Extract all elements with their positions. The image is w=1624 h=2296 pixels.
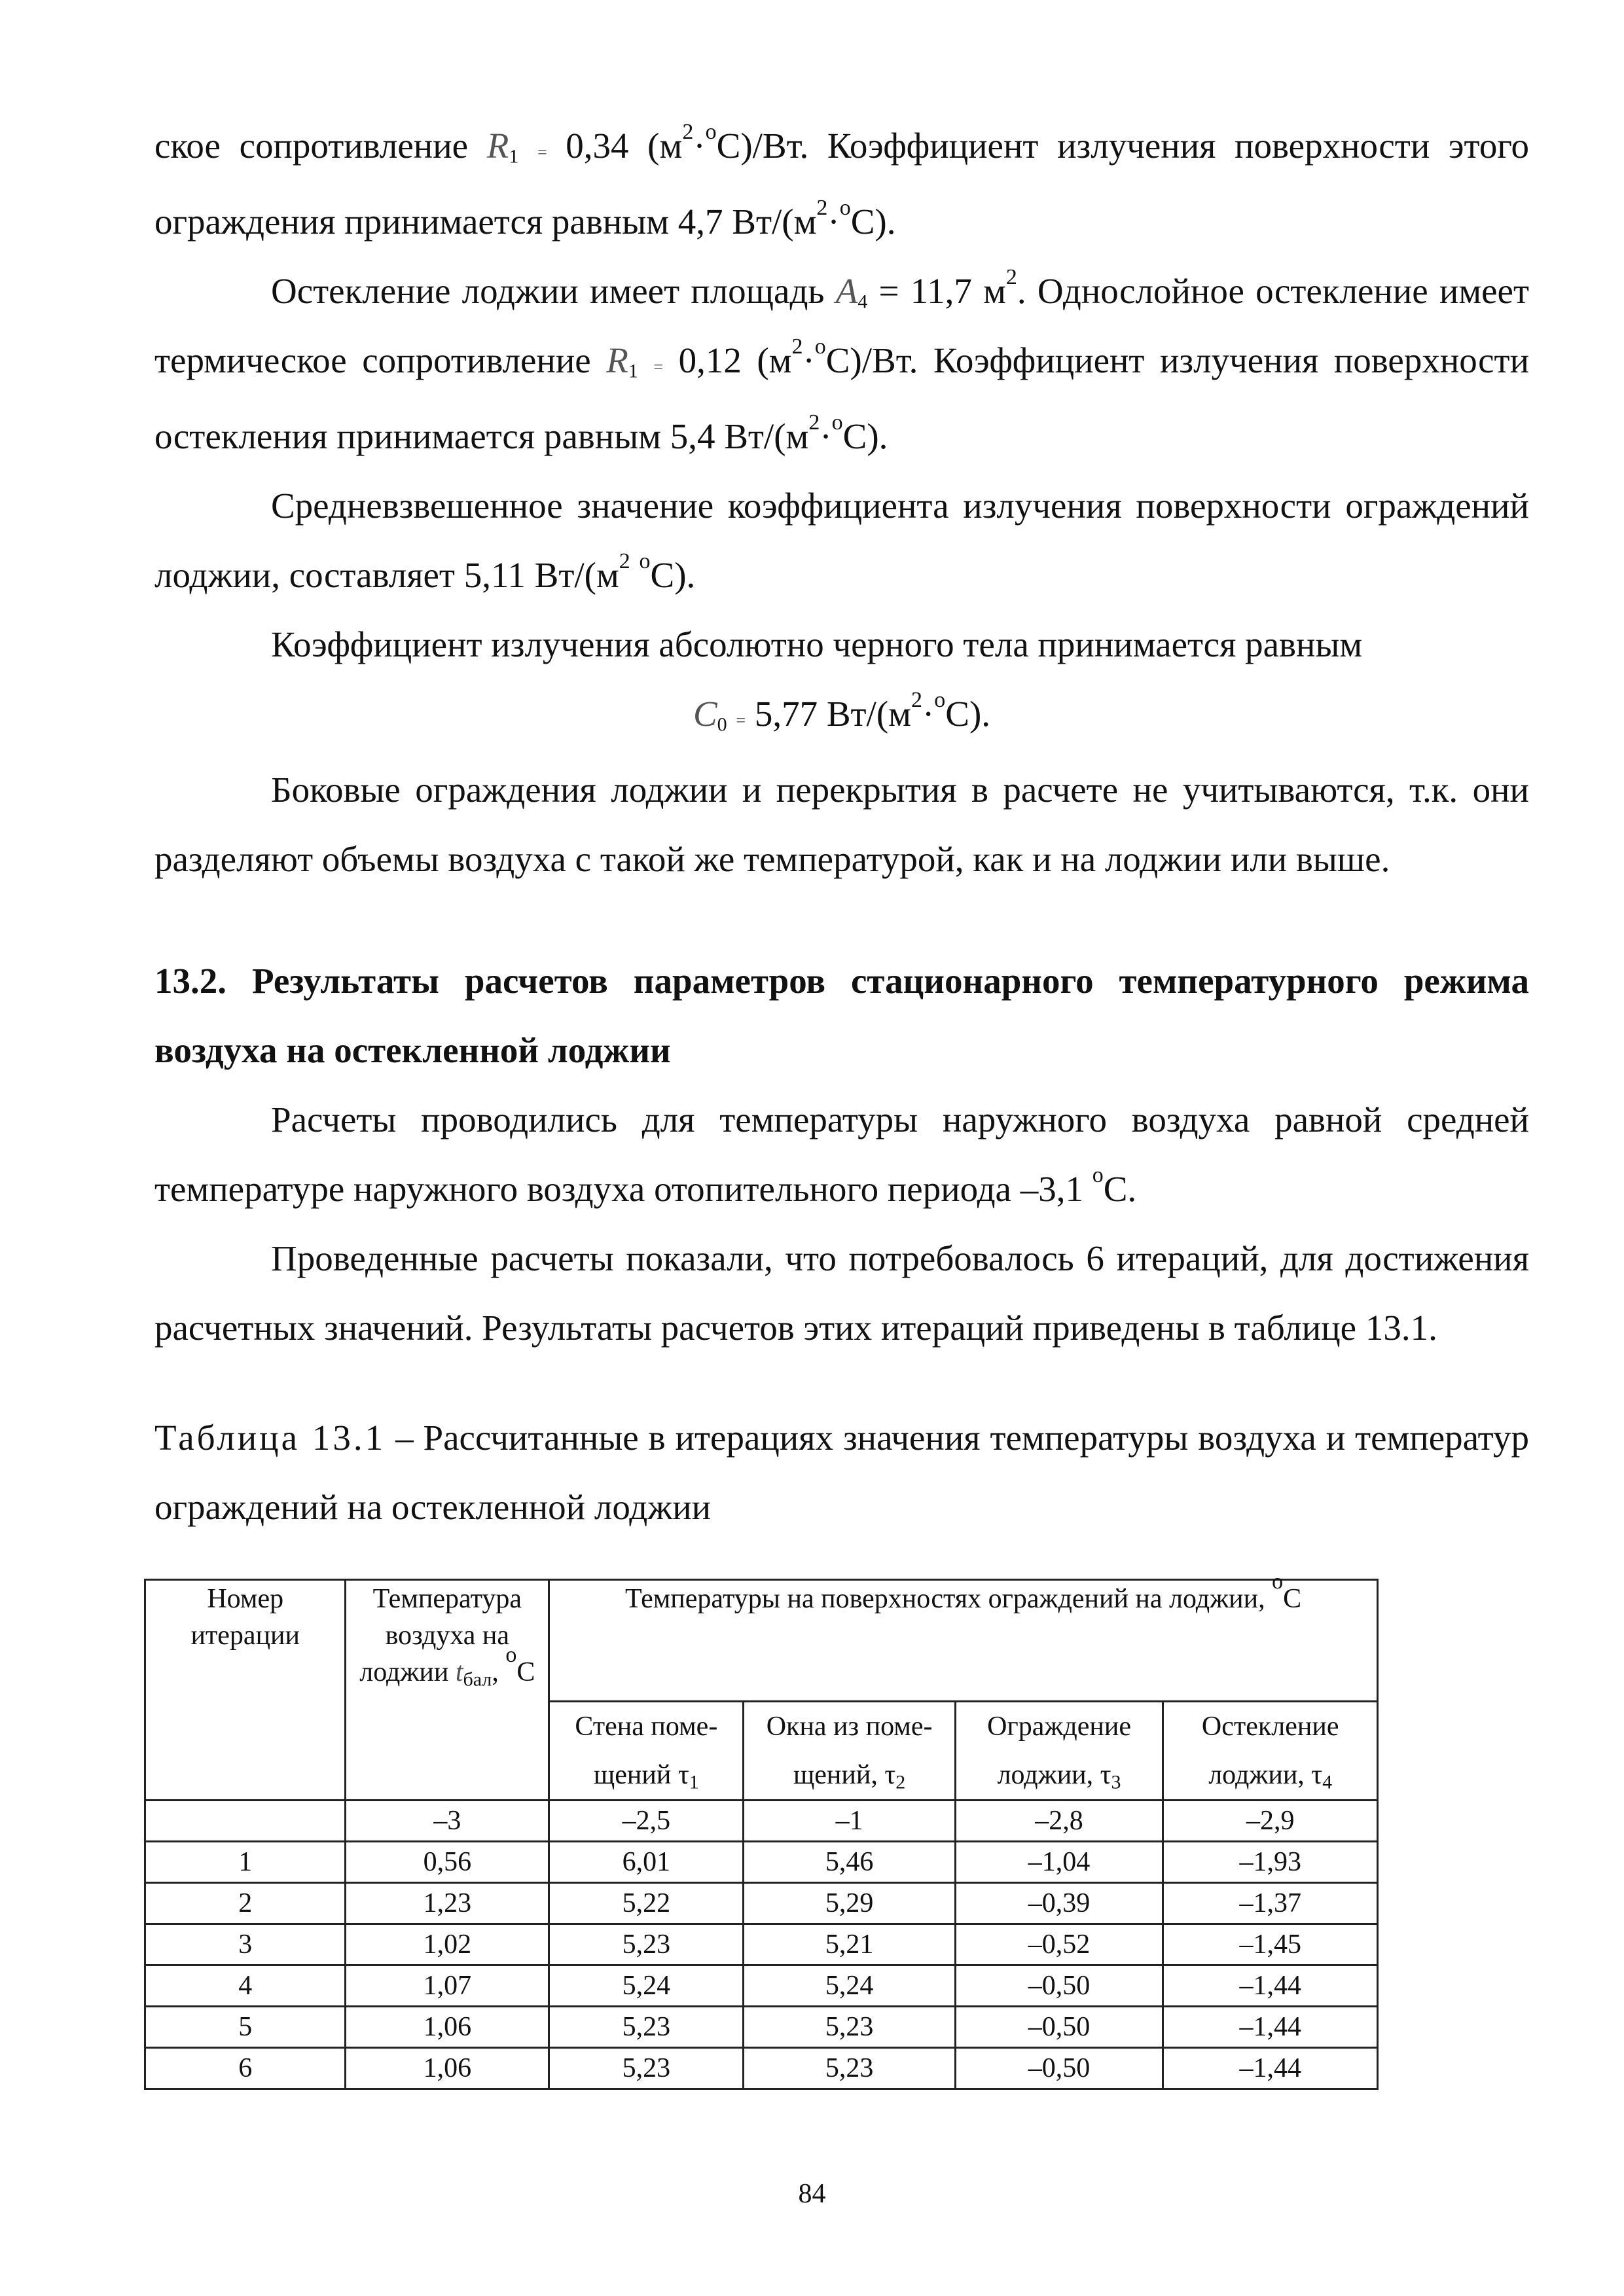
- table-row: [145, 1801, 1378, 1842]
- table-cell: 5,23: [549, 2007, 744, 2048]
- header-windows: Окна из поме- щений, $\tau_2$: [744, 1702, 955, 1801]
- table-row: [145, 1924, 1378, 1965]
- page-body: [154, 111, 1529, 1542]
- table-cell: –0,50: [955, 2007, 1163, 2048]
- table-cell: –1,44: [1163, 2007, 1378, 2048]
- table-cell: –1,37: [1163, 1883, 1378, 1924]
- table-cell: –1,93: [1163, 1842, 1378, 1883]
- section-paragraph-1: Расчеты проводились для температуры наружного воздуха равной средней температуре наружного воздуха отопительного периода –3,1 $^o$С.: [154, 1100, 1529, 1209]
- table-cell: 0,56: [346, 1842, 549, 1883]
- table-cell: 5,23: [744, 2048, 955, 2089]
- table-cell: 5,23: [549, 2048, 744, 2089]
- table-row: [145, 2007, 1378, 2048]
- table-cell: 1,23: [346, 1883, 549, 1924]
- table-cell: 5,21: [744, 1924, 955, 1965]
- table-cell: 5,24: [549, 1965, 744, 2007]
- table-cell: 1,06: [346, 2007, 549, 2048]
- table-cell: 1,02: [346, 1924, 549, 1965]
- paragraph-2: Остекление лоджии имеет площадь $A_4 = 11,7$ $м^2$. Однослойное остекление имеет термическое сопротивление $R_1 = 0,12$ $(м^2\cdot^oС)/Вт$. Коэффициент излучения поверхности остекления принимается равным 5,4 $Вт/(м^2\cdot^oС)$.: [154, 265, 1530, 456]
- table-cell: [145, 1801, 346, 1842]
- table-cell: 1: [145, 1842, 346, 1883]
- formula-c0: $C_0 = 5,77$ $Вт/(м^2\cdot^oС)$.: [693, 688, 991, 736]
- table-cell: 4: [145, 1965, 346, 2007]
- table-cell: 6,01: [549, 1842, 744, 1883]
- table-cell: 3: [145, 1924, 346, 1965]
- table-cell: 5,24: [744, 1965, 955, 2007]
- table-cell: –3: [346, 1801, 549, 1842]
- table-cell: 5,23: [744, 2007, 955, 2048]
- section-paragraph-2: Проведенные расчеты показали, что потребовалось 6 итераций, для достижения расчетных значений. Результаты расчетов этих итераций приведены в таблице 13.1.: [154, 1238, 1529, 1348]
- table-cell: –0,50: [955, 1965, 1163, 2007]
- paragraph-1: ское сопротивление $R_1 = 0,34$ $(м^2\cdot^oС)/Вт$. Коэффициент излучения поверхности этого ограждения принимается равным 4,7 $Вт/(м^2\cdot^oС)$.: [154, 120, 1530, 242]
- header-iteration-number: Номер итерации: [145, 1580, 346, 1801]
- paragraph-4: Коэффициент излучения абсолютно черного тела принимается равным: [271, 624, 1363, 664]
- table-cell: 1,07: [346, 1965, 549, 2007]
- table-cell: –0,39: [955, 1883, 1163, 1924]
- table-cell: –1,44: [1163, 1965, 1378, 2007]
- table-cell: –0,50: [955, 2048, 1163, 2089]
- paragraph-3: Средневзвешенное значение коэффициента излучения поверхности ограждений лоджии, составляет 5,11 $Вт/(м^2$ $^o$С).: [154, 486, 1529, 595]
- table-cell: –2,5: [549, 1801, 744, 1842]
- table-cell: –1,04: [955, 1842, 1163, 1883]
- table-cell: 5: [145, 2007, 346, 2048]
- table-cell: 1,06: [346, 2048, 549, 2089]
- table-cell: –1,45: [1163, 1924, 1378, 1965]
- table-cell: –2,8: [955, 1801, 1163, 1842]
- table-cell: –2,9: [1163, 1801, 1378, 1842]
- table-row: [145, 2048, 1378, 2089]
- table-cell: 5,46: [744, 1842, 955, 1883]
- table-cell: 5,29: [744, 1883, 955, 1924]
- table-cell: 5,22: [549, 1883, 744, 1924]
- table-row: [145, 1842, 1378, 1883]
- table-row: [145, 1965, 1378, 2007]
- header-surface-temperatures: Температуры на поверхностях ограждений на лоджии, $^o$С: [549, 1580, 1378, 1702]
- table-row: [145, 1883, 1378, 1924]
- paragraph-6: Боковые ограждения лоджии и перекрытия в расчете не учитываются, т.к. они разделяют объемы воздуха с такой же температурой, как и на лоджии или выше.: [154, 770, 1529, 879]
- table-cell: –1: [744, 1801, 955, 1842]
- section-heading: 13.2. Результаты расчетов параметров стационарного температурного режима воздуха на остекленной лоджии: [154, 961, 1529, 1070]
- iterations-table: [144, 1570, 1379, 2090]
- table-caption: Таблица 13.1 – Рассчитанные в итерациях значения температуры воздуха и температур ограждений на остекленной лоджии: [154, 1418, 1529, 1527]
- table-cell: –0,52: [955, 1924, 1163, 1965]
- table-cell: 2: [145, 1883, 346, 1924]
- table-cell: 6: [145, 2048, 346, 2089]
- table-cell: –1,44: [1163, 2048, 1378, 2089]
- header-loggia-enclosure: Ограждение лоджии, $\tau_3$: [955, 1702, 1163, 1801]
- header-loggia-glazing: Остекление лоджии, $\tau_4$: [1163, 1702, 1378, 1801]
- table-cell: 5,23: [549, 1924, 744, 1965]
- header-wall: Стена поме- щений $\tau_1$: [549, 1702, 744, 1801]
- page-number: 84: [798, 2179, 826, 2209]
- header-air-temperature: Температура воздуха на лоджии $t_{бал}$, $^o$С: [346, 1580, 549, 1801]
